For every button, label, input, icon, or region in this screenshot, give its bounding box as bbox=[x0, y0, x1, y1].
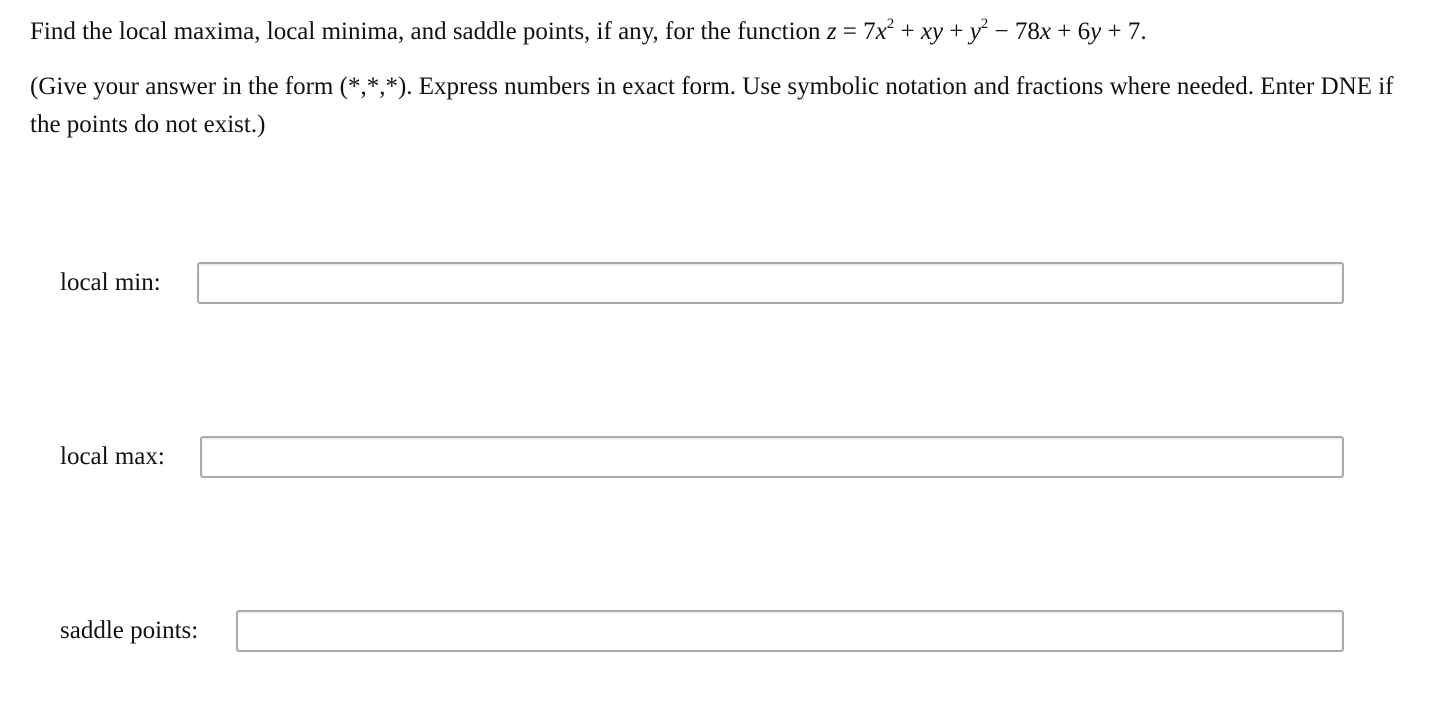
math-plus3: + 6 bbox=[1051, 18, 1091, 45]
saddle-points-input[interactable] bbox=[236, 610, 1344, 652]
local-min-row bbox=[60, 260, 1344, 306]
math-x: x bbox=[875, 18, 887, 45]
local-max-label: local max: bbox=[60, 443, 165, 470]
math-z: z bbox=[826, 18, 837, 45]
local-max-row bbox=[60, 434, 1344, 480]
saddle-points-label: saddle points: bbox=[60, 617, 199, 644]
math-tail: + 7. bbox=[1101, 18, 1147, 45]
function-expression bbox=[827, 18, 1147, 45]
instructions-text: (Give your answer in the form (*,*,*). Express numbers in exact form. Use symbolic notation and fractions where needed. Enter DNE if the points do not exist.) bbox=[30, 73, 1394, 138]
math-eq: = 7 bbox=[836, 18, 876, 45]
question-prefix: Find the local maxima, local minima, and saddle points, if any, for the function bbox=[30, 18, 821, 45]
math-minus: − 78 bbox=[988, 18, 1040, 45]
local-min-label: local min: bbox=[60, 269, 161, 296]
local-max-input[interactable] bbox=[200, 436, 1344, 478]
math-y2: y bbox=[1090, 18, 1102, 45]
math-sq1: 2 bbox=[886, 16, 895, 32]
math-sq2: 2 bbox=[980, 16, 989, 32]
saddle-points-row bbox=[60, 608, 1344, 654]
math-xy: xy bbox=[920, 18, 944, 45]
math-x2: x bbox=[1039, 18, 1052, 45]
math-y: y bbox=[969, 18, 981, 45]
math-plus2: + bbox=[943, 18, 970, 45]
question-text bbox=[30, 14, 1420, 50]
local-min-input[interactable] bbox=[197, 262, 1344, 304]
math-plus1: + bbox=[894, 18, 921, 45]
